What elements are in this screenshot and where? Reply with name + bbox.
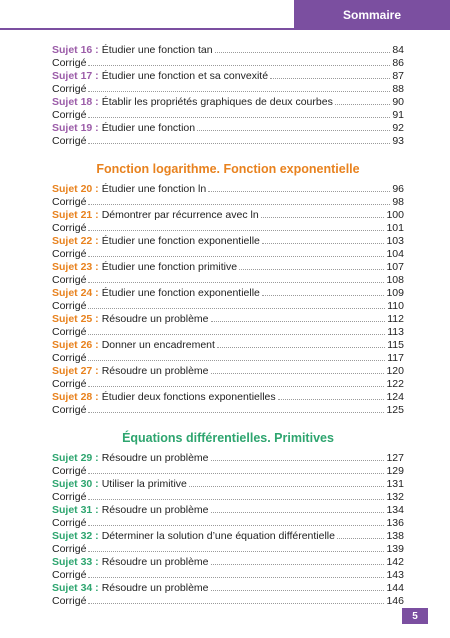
- dot-leader: [88, 569, 384, 578]
- page-number: 146: [386, 595, 404, 607]
- dot-leader: [239, 261, 384, 270]
- dot-leader: [270, 70, 390, 79]
- page-number: 125: [386, 404, 404, 416]
- entry-text: Résoudre un problème: [101, 452, 209, 464]
- page-number: 96: [392, 183, 404, 195]
- page-number: 138: [386, 530, 404, 542]
- entry-text: Résoudre un problème: [101, 313, 209, 325]
- entry-text: Corrigé: [52, 274, 87, 286]
- toc-corrige-entry[interactable]: [52, 196, 404, 209]
- page-number: 100: [386, 209, 404, 221]
- entry-text: Corrigé: [52, 300, 87, 312]
- entry-text: Corrigé: [52, 248, 87, 260]
- toc-entry[interactable]: [52, 44, 404, 57]
- page-number: 104: [386, 248, 404, 260]
- sujet-label: Sujet 18 :: [52, 96, 99, 108]
- dot-leader: [88, 300, 385, 309]
- toc-corrige-entry[interactable]: [52, 352, 404, 365]
- toc-corrige-entry[interactable]: [52, 378, 404, 391]
- sujet-label: Sujet 22 :: [52, 235, 99, 247]
- section-title: Équations différentielles. Primitives: [122, 431, 334, 445]
- entry-text: Résoudre un problème: [101, 582, 209, 594]
- sujet-label: Sujet 32 :: [52, 530, 99, 542]
- toc-entry[interactable]: [52, 530, 404, 543]
- toc-entry[interactable]: [52, 478, 404, 491]
- entry-text: Étudier une fonction ln: [101, 183, 207, 195]
- entry-text: Corrigé: [52, 404, 87, 416]
- toc-corrige-entry[interactable]: [52, 491, 404, 504]
- dot-leader: [88, 109, 390, 118]
- toc-corrige-entry[interactable]: [52, 274, 404, 287]
- entry-text: Résoudre un problème: [101, 504, 209, 516]
- dot-leader: [278, 391, 385, 400]
- dot-leader: [88, 326, 385, 335]
- dot-leader: [211, 313, 386, 322]
- page-number: 110: [387, 300, 404, 312]
- toc-corrige-entry[interactable]: [52, 109, 404, 122]
- dot-leader: [211, 556, 385, 565]
- toc-corrige-entry[interactable]: [52, 465, 404, 478]
- sujet-label: Sujet 24 :: [52, 287, 99, 299]
- sujet-label: Sujet 31 :: [52, 504, 99, 516]
- page-number-badge: 5: [402, 608, 428, 624]
- header-bar: [0, 0, 450, 30]
- toc-corrige-entry[interactable]: [52, 222, 404, 235]
- dot-leader: [211, 452, 385, 461]
- toc-corrige-entry[interactable]: [52, 135, 404, 148]
- entry-text: Établir les propriétés graphiques de deux courbes: [101, 96, 333, 108]
- toc-entry[interactable]: [52, 122, 404, 135]
- toc-entry[interactable]: [52, 96, 404, 109]
- sujet-label: Sujet 17 :: [52, 70, 99, 82]
- toc-corrige-entry[interactable]: [52, 569, 404, 582]
- entry-text: Corrigé: [52, 517, 87, 529]
- entry-text: Corrigé: [52, 569, 87, 581]
- page-number: 107: [386, 261, 404, 273]
- toc-entry[interactable]: [52, 582, 404, 595]
- sujet-label: Sujet 27 :: [52, 365, 99, 377]
- entry-text: Corrigé: [52, 491, 87, 503]
- page-number: 90: [392, 96, 404, 108]
- page-number: 117: [387, 352, 404, 364]
- page-number: 98: [392, 196, 404, 208]
- entry-text: Corrigé: [52, 465, 87, 477]
- dot-leader: [88, 135, 390, 144]
- page-number: 88: [392, 83, 404, 95]
- entry-text: Corrigé: [52, 222, 87, 234]
- sujet-label: Sujet 20 :: [52, 183, 99, 195]
- sujet-label: Sujet 25 :: [52, 313, 99, 325]
- dot-leader: [211, 582, 385, 591]
- entry-text: Démontrer par récurrence avec ln: [101, 209, 259, 221]
- toc-corrige-entry[interactable]: [52, 83, 404, 96]
- page-number: 142: [386, 556, 404, 568]
- page-number: 136: [386, 517, 404, 529]
- page-number: 87: [392, 70, 404, 82]
- page-number: 84: [392, 44, 404, 56]
- toc-entry[interactable]: [52, 339, 404, 352]
- dot-leader: [88, 491, 384, 500]
- entry-text: Résoudre un problème: [101, 365, 209, 377]
- sujet-label: Sujet 21 :: [52, 209, 99, 221]
- entry-text: Corrigé: [52, 196, 87, 208]
- entry-text: Corrigé: [52, 543, 87, 555]
- entry-text: Corrigé: [52, 57, 87, 69]
- toc-entry[interactable]: [52, 261, 404, 274]
- page-number: 132: [386, 491, 404, 503]
- entry-text: Étudier une fonction et sa convexité: [101, 70, 269, 82]
- entry-text: Étudier une fonction exponentielle: [101, 235, 260, 247]
- dot-leader: [261, 209, 385, 218]
- toc-entry[interactable]: [52, 313, 404, 326]
- page-number: 144: [386, 582, 404, 594]
- dot-leader: [215, 44, 391, 53]
- page-number: 131: [386, 478, 404, 490]
- dot-leader: [88, 83, 390, 92]
- page-number: 93: [392, 135, 404, 147]
- dot-leader: [88, 543, 384, 552]
- toc-entry[interactable]: [52, 287, 404, 300]
- dot-leader: [88, 378, 384, 387]
- sujet-label: Sujet 16 :: [52, 44, 99, 56]
- toc-corrige-entry[interactable]: [52, 404, 404, 417]
- dot-leader: [88, 196, 390, 205]
- entry-text: Résoudre un problème: [101, 556, 209, 568]
- entry-text: Utiliser la primitive: [101, 478, 187, 490]
- dot-leader: [88, 274, 384, 283]
- sujet-label: Sujet 33 :: [52, 556, 99, 568]
- toc-entry[interactable]: [52, 235, 404, 248]
- entry-text: Corrigé: [52, 595, 87, 607]
- page-number: 101: [386, 222, 404, 234]
- page-number: 91: [392, 109, 404, 121]
- page-number: 127: [386, 452, 404, 464]
- page-number: 112: [387, 313, 404, 325]
- entry-text: Corrigé: [52, 83, 87, 95]
- entry-text: Corrigé: [52, 135, 87, 147]
- toc-entry[interactable]: [52, 70, 404, 83]
- sujet-label: Sujet 28 :: [52, 391, 99, 403]
- page-number: 113: [387, 326, 404, 338]
- sujet-label: Sujet 29 :: [52, 452, 99, 464]
- toc-entry[interactable]: [52, 504, 404, 517]
- entry-text: Étudier une fonction tan: [101, 44, 213, 56]
- page-number: 124: [386, 391, 404, 403]
- toc-entry[interactable]: [52, 452, 404, 465]
- dot-leader: [208, 183, 390, 192]
- page-number: 122: [386, 378, 404, 390]
- entry-text: Corrigé: [52, 109, 87, 121]
- sommaire-tab[interactable]: Sommaire: [294, 0, 450, 30]
- page-number: 92: [392, 122, 404, 134]
- entry-text: Étudier une fonction exponentielle: [101, 287, 260, 299]
- toc-corrige-entry[interactable]: [52, 300, 404, 313]
- dot-leader: [88, 404, 384, 413]
- dot-leader: [262, 287, 385, 296]
- toc-entry[interactable]: [52, 183, 404, 196]
- toc-corrige-entry[interactable]: [52, 326, 404, 339]
- page-number: 129: [386, 465, 404, 477]
- sujet-label: Sujet 34 :: [52, 582, 99, 594]
- sujet-label: Sujet 30 :: [52, 478, 99, 490]
- toc-entry[interactable]: [52, 556, 404, 569]
- toc-corrige-entry[interactable]: [52, 57, 404, 70]
- dot-leader: [88, 517, 384, 526]
- section-title: Fonction logarithme. Fonction exponentielle: [96, 162, 360, 176]
- dot-leader: [211, 504, 385, 513]
- page-number: 115: [387, 339, 404, 351]
- toc-entry[interactable]: [52, 209, 404, 222]
- dot-leader: [88, 465, 384, 474]
- dot-leader: [335, 96, 390, 105]
- dot-leader: [217, 339, 385, 348]
- page-number: 103: [386, 235, 404, 247]
- page-number: 120: [386, 365, 404, 377]
- entry-text: Corrigé: [52, 352, 87, 364]
- dot-leader: [337, 530, 384, 539]
- entry-text: Corrigé: [52, 326, 87, 338]
- page-number: 108: [386, 274, 404, 286]
- page-number: 143: [386, 569, 404, 581]
- dot-leader: [88, 352, 385, 361]
- toc-corrige-entry[interactable]: [52, 517, 404, 530]
- page-number: 109: [386, 287, 404, 299]
- dot-leader: [88, 57, 390, 66]
- dot-leader: [197, 122, 390, 131]
- table-of-contents: [52, 44, 404, 608]
- entry-text: Déterminer la solution d’une équation différentielle: [101, 530, 335, 542]
- toc-corrige-entry[interactable]: [52, 248, 404, 261]
- page-number: 139: [386, 543, 404, 555]
- dot-leader: [88, 248, 384, 257]
- page-number: 86: [392, 57, 404, 69]
- toc-entry[interactable]: [52, 391, 404, 404]
- dot-leader: [88, 222, 384, 231]
- sujet-label: Sujet 19 :: [52, 122, 99, 134]
- toc-corrige-entry[interactable]: [52, 543, 404, 556]
- entry-text: Étudier une fonction primitive: [101, 261, 238, 273]
- sujet-label: Sujet 26 :: [52, 339, 99, 351]
- dot-leader: [88, 595, 384, 604]
- toc-entry[interactable]: [52, 365, 404, 378]
- dot-leader: [189, 478, 385, 487]
- entry-text: Donner un encadrement: [101, 339, 215, 351]
- dot-leader: [262, 235, 385, 244]
- entry-text: Corrigé: [52, 378, 87, 390]
- toc-corrige-entry[interactable]: [52, 595, 404, 608]
- sujet-label: Sujet 23 :: [52, 261, 99, 273]
- page-number: 134: [386, 504, 404, 516]
- dot-leader: [211, 365, 385, 374]
- entry-text: Étudier une fonction: [101, 122, 196, 134]
- entry-text: Étudier deux fonctions exponentielles: [101, 391, 276, 403]
